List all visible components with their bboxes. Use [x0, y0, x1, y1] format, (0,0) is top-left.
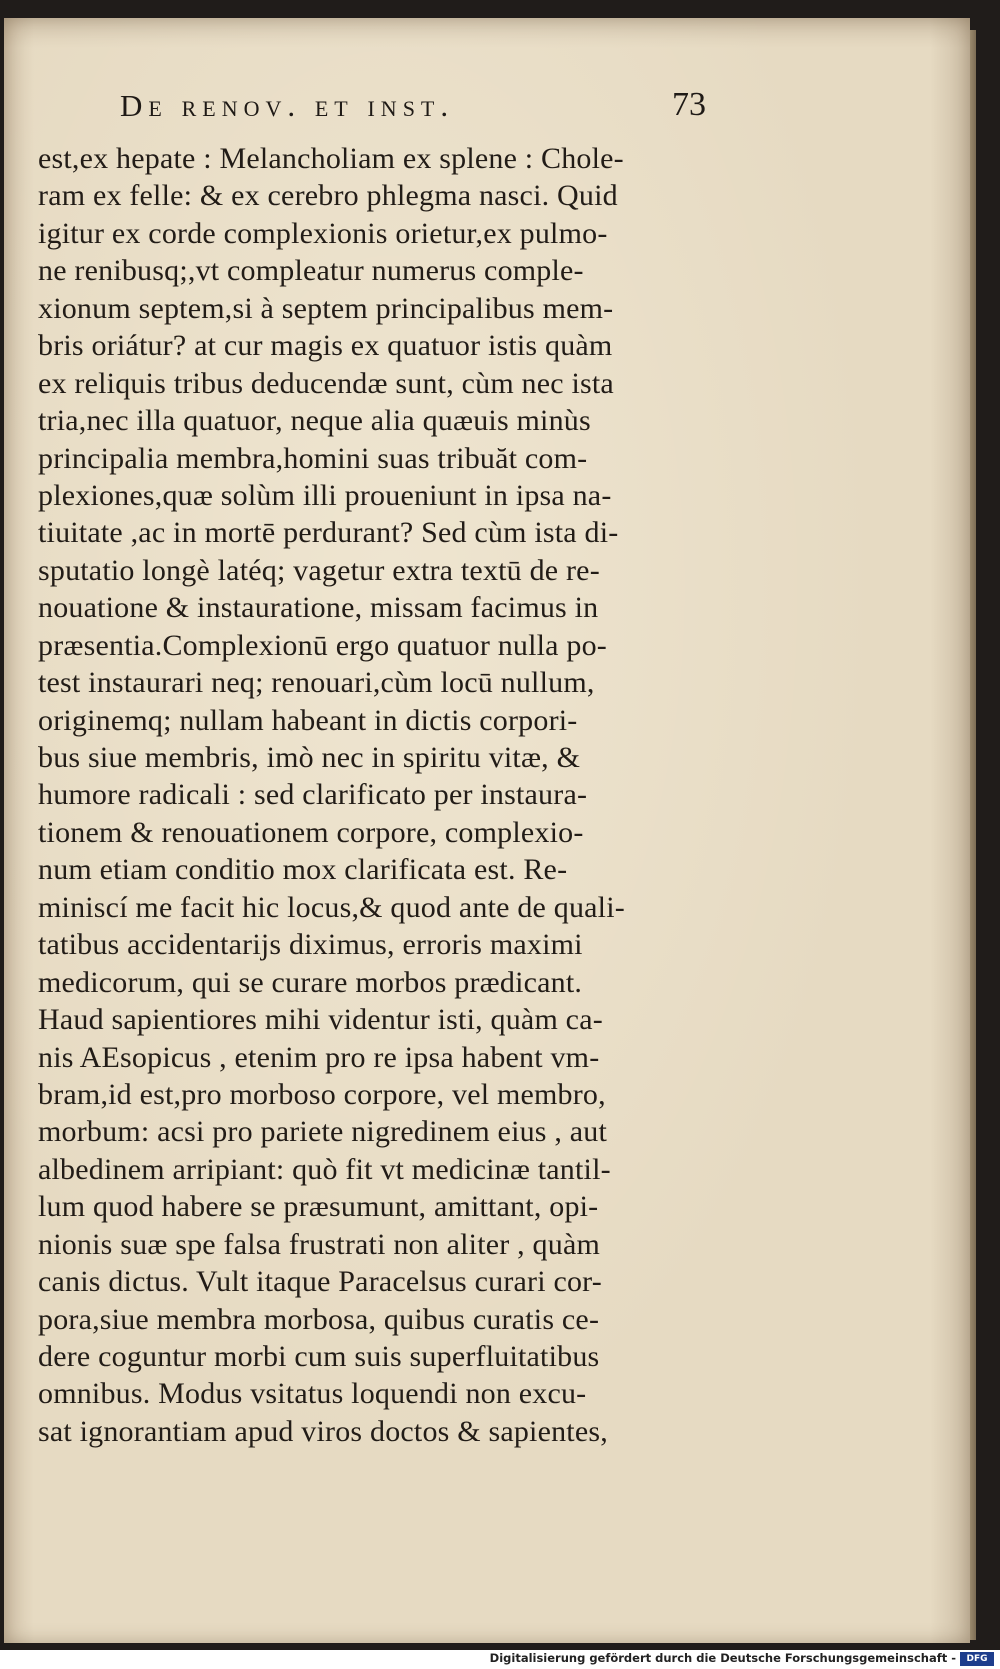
- text-line: xionum septem,si à septem principalibus mem-: [38, 291, 614, 325]
- text-line: num etiam conditio mox clarificata est. Re-: [38, 853, 568, 887]
- text-line: bris oriátur? at cur magis ex quatuor istis quàm: [38, 329, 613, 363]
- text-line: canis dictus. Vult itaque Paracelsus curari cor-: [38, 1265, 602, 1299]
- dfg-logo-icon: DFG: [960, 1652, 994, 1666]
- running-head: De renov. et inst.: [120, 88, 455, 123]
- text-line: lum quod habere se præsumunt, amittant, opi-: [38, 1190, 599, 1224]
- text-line: nionis suæ spe falsa frustrati non aliter , quàm: [38, 1227, 600, 1261]
- text-line: originemq; nullam habeant in dictis corpori-: [38, 703, 578, 737]
- text-line: plexiones,quæ solùm illi proueniunt in ipsa na-: [38, 478, 612, 512]
- text-line: test instaurari neq; renouari,cùm locū nullum,: [38, 666, 595, 700]
- text-line: est,ex hepate : Melancholiam ex splene : Chole-: [38, 142, 624, 175]
- text-line: miniscí me facit hic locus,& quod ante de quali-: [38, 890, 625, 924]
- text-line: humore radicali : sed clarificato per instaura-: [38, 778, 588, 812]
- text-line: Haud sapientiores mihi videntur isti, quàm ca-: [38, 1003, 603, 1037]
- text-line: ex reliquis tribus deducendæ sunt, cùm nec ista: [38, 366, 614, 400]
- text-line: principalia membra,homini suas tribuăt com-: [38, 441, 588, 475]
- text-line: sat ignorantiam apud viros doctos & sapientes,: [38, 1414, 608, 1448]
- text-line: nouatione & instauratione, missam facimus in: [38, 591, 599, 625]
- text-line: ne renibusq;,vt compleatur numerus comple-: [38, 254, 584, 288]
- text-line: medicorum, qui se curare morbos prædicant.: [38, 965, 583, 999]
- text-line: sputatio longè latéq; vagetur extra textū de re-: [38, 553, 600, 587]
- text-line: dere coguntur morbi cum suis superfluitatibus: [38, 1340, 600, 1373]
- text-line: omnibus. Modus vsitatus loquendi non excu-: [38, 1377, 587, 1411]
- text-line: bus siue membris, imò nec in spiritu vitæ, &: [38, 741, 581, 774]
- text-line: tatibus accidentarijs diximus, erroris maximi: [38, 928, 583, 962]
- page-number: 73: [672, 86, 706, 123]
- text-line: igitur ex corde complexionis orietur,ex pulmo-: [38, 216, 608, 250]
- text-line: albedinem arripiant: quò fit vt medicinæ tantil-: [38, 1152, 611, 1186]
- text-line: bram,id est,pro morboso corpore, vel membro,: [38, 1077, 606, 1111]
- text-line: tria,nec illa quatuor, neque alia quæuis minùs: [38, 404, 591, 438]
- text-line: nis AEsopicus , etenim pro re ipsa habent vm-: [38, 1040, 600, 1074]
- text-line: tiuitate ,ac in mortē perdurant? Sed cùm ista di-: [38, 516, 619, 550]
- body-text: [38, 140, 738, 1450]
- text-line: præsentia.Complexionū ergo quatuor nulla po-: [38, 628, 607, 662]
- text-line: pora,siue membra morbosa, quibus curatis ce-: [38, 1302, 600, 1336]
- text-line: ram ex felle: & ex cerebro phlegma nasci. Quid: [38, 179, 618, 213]
- funding-credit: Digitalisierung gefördert durch die Deutsche Forschungsgemeinschaft -: [489, 1651, 956, 1665]
- text-line: tionem & renouationem corpore, complexio-: [38, 815, 584, 849]
- text-line: morbum: acsi pro pariete nigredinem eius , aut: [38, 1115, 608, 1149]
